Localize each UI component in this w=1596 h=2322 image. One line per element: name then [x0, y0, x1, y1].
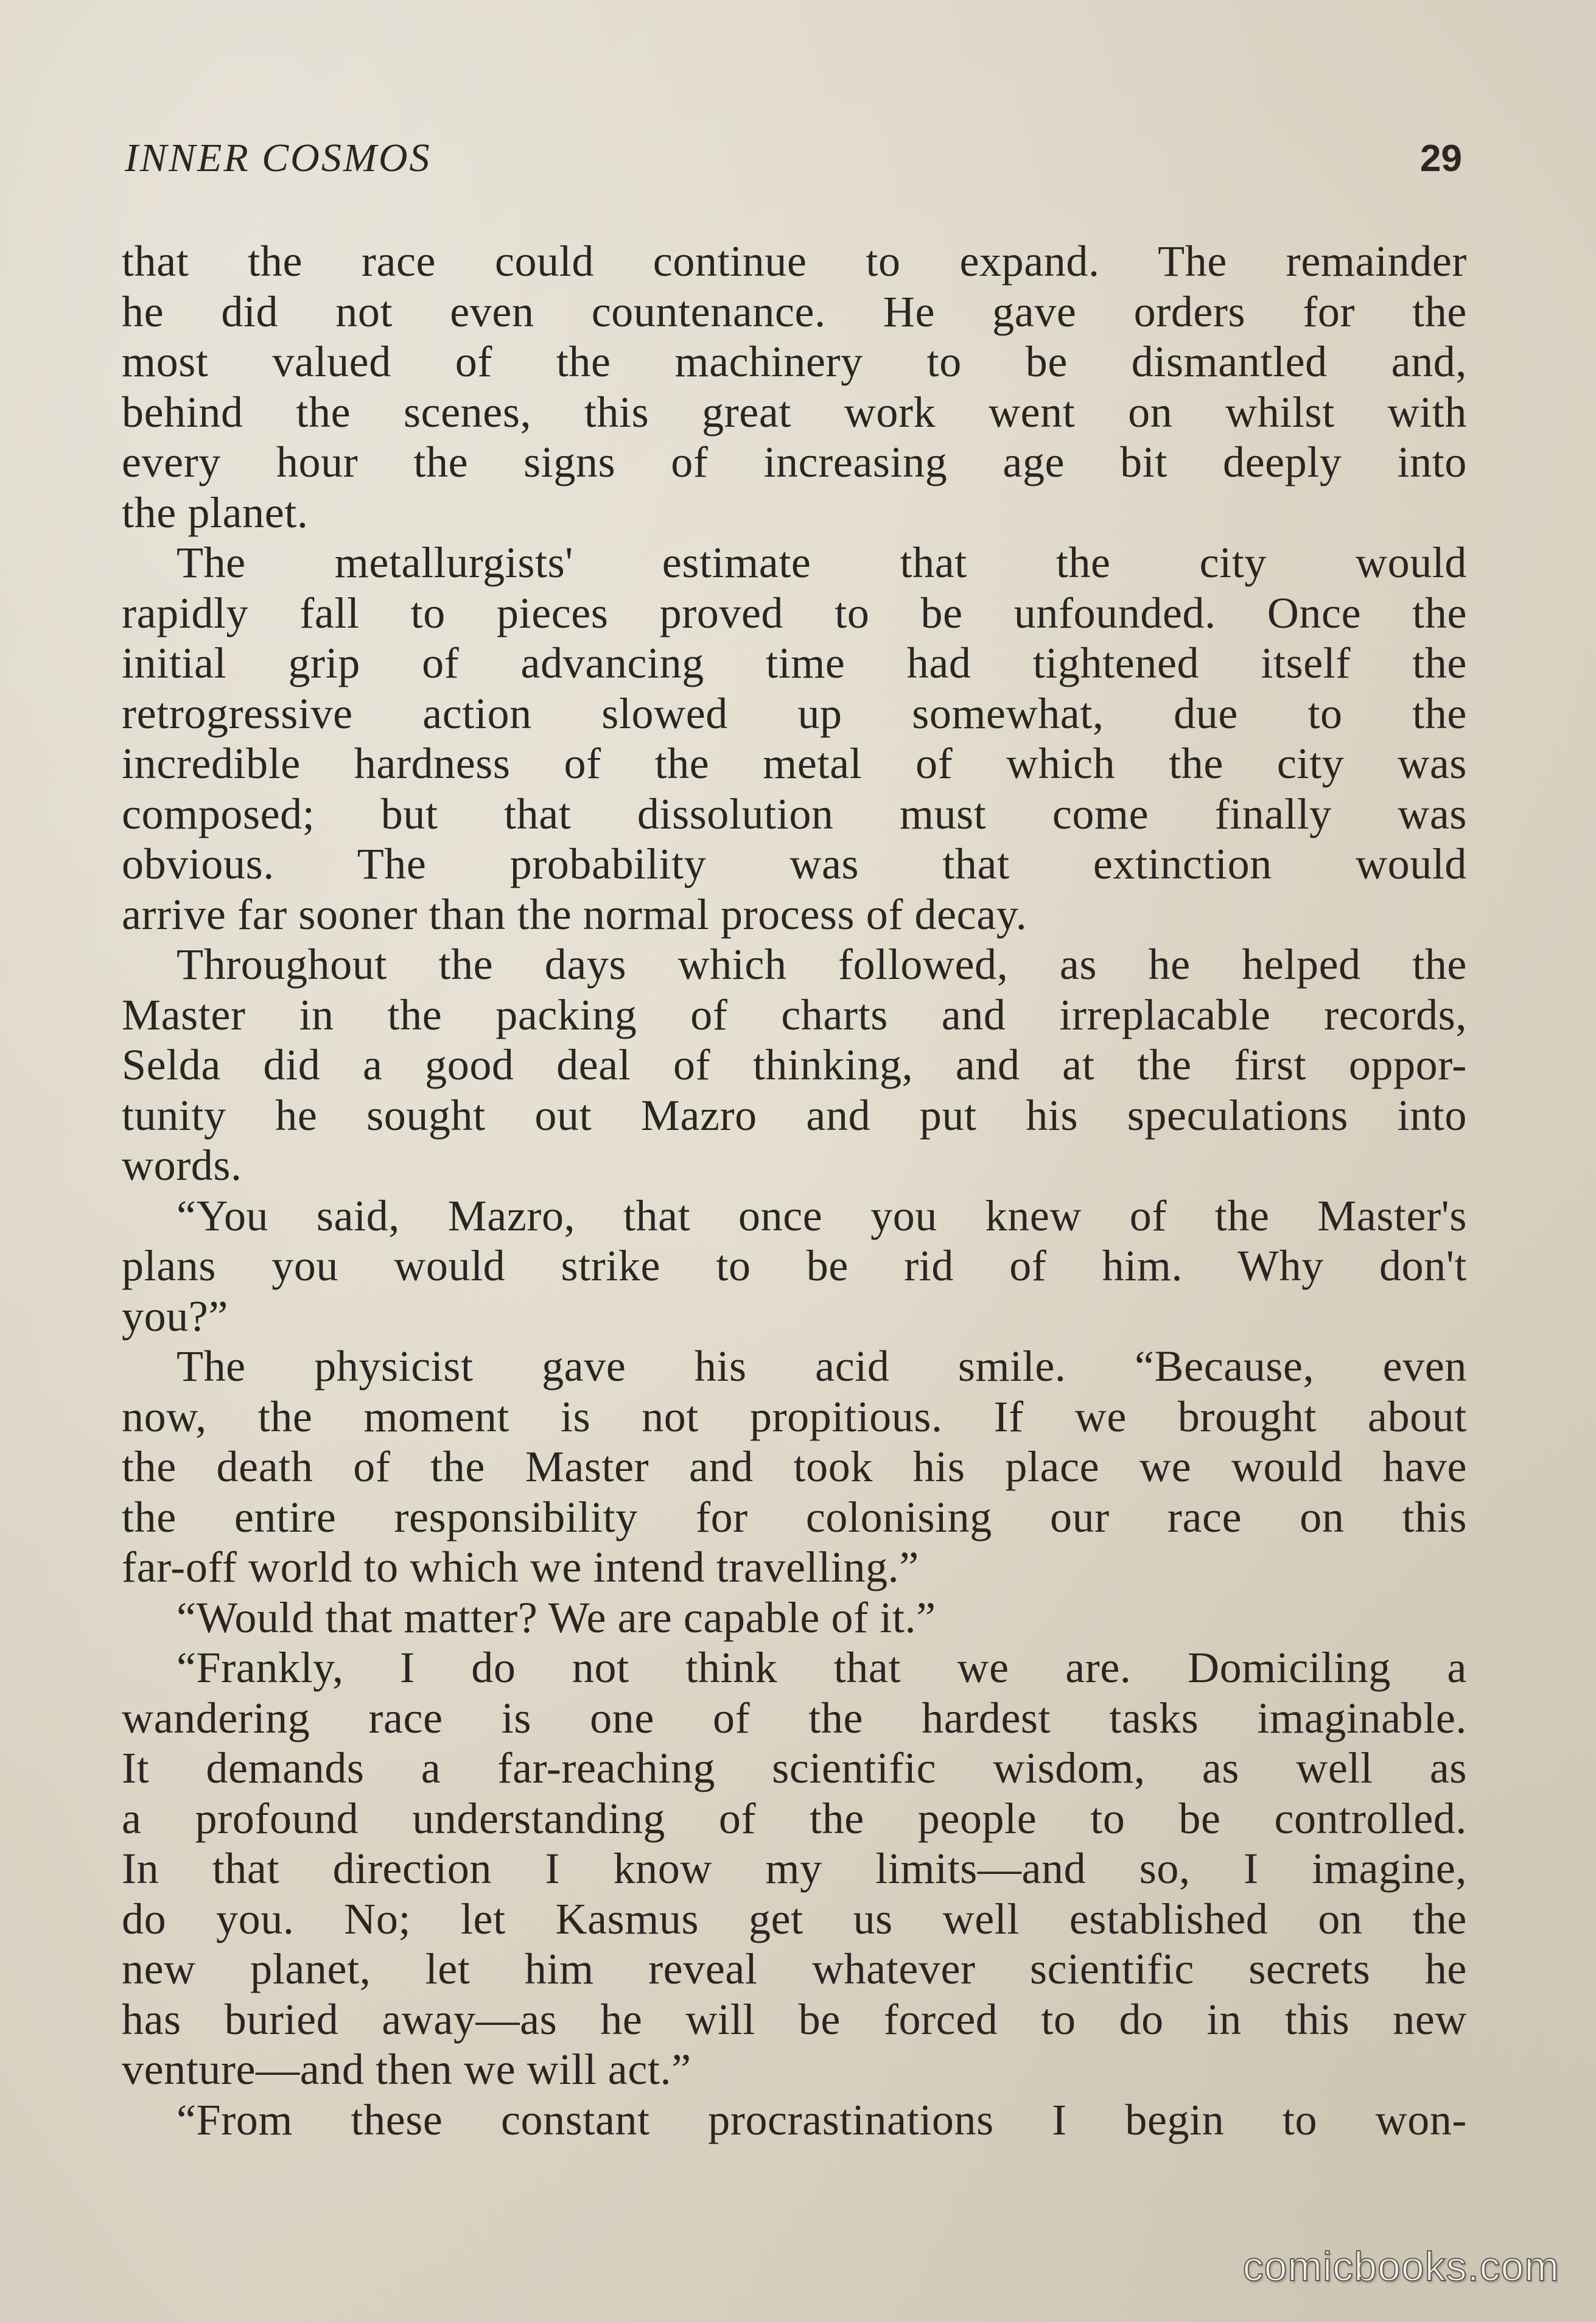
text-line: behind the scenes, this great work went on whilst with — [122, 387, 1467, 437]
text-line: “Frankly, I do not think that we are. Domiciling a — [177, 1643, 1467, 1692]
text-line: a profound understanding of the people to be controlled. — [122, 1794, 1467, 1843]
page-number: 29 — [1420, 138, 1462, 180]
text-line: wandering race is one of the hardest tasks imaginable. — [122, 1693, 1467, 1742]
text-line: words. — [122, 1141, 242, 1190]
text-line: the planet. — [122, 488, 309, 537]
running-head — [125, 135, 1462, 196]
text-line: he did not even countenance. He gave orders for the — [122, 287, 1467, 336]
text-line: retrogressive action slowed up somewhat, due to the — [122, 689, 1467, 738]
text-line: composed; but that dissolution must come finally was — [122, 789, 1467, 838]
running-title: INNER COSMOS — [125, 136, 432, 180]
text-line: has buried away—as he will be forced to do in this new — [122, 1994, 1467, 2044]
text-line: “Would that matter? We are capable of it.” — [177, 1593, 936, 1642]
text-line: “You said, Mazro, that once you knew of the Master's — [177, 1191, 1467, 1240]
text-line: arrive far sooner than the normal process of decay. — [122, 889, 1027, 939]
text-line: Master in the packing of charts and irreplacable records, — [122, 990, 1467, 1039]
text-line: initial grip of advancing time had tightened itself the — [122, 639, 1467, 687]
text-line: Selda did a good deal of thinking, and at the first oppor- — [122, 1040, 1467, 1089]
text-line: every hour the signs of increasing age bit deeply into — [122, 438, 1467, 486]
text-line: plans you would strike to be rid of him. Why don't — [122, 1241, 1467, 1290]
text-line: The metallurgists' estimate that the city would — [177, 538, 1467, 587]
text-line: venture—and then we will act.” — [122, 2045, 691, 2094]
text-line: you?” — [122, 1291, 228, 1341]
text-line: the entire responsibility for colonising our race on this — [122, 1492, 1467, 1542]
text-line: the death of the Master and took his place we would have — [122, 1442, 1467, 1491]
text-line: new planet, let him reveal whatever scientific secrets he — [122, 1945, 1467, 1993]
watermark: comicbooks.com — [1242, 2243, 1559, 2290]
body-text — [122, 236, 1467, 2145]
text-line: tunity he sought out Mazro and put his speculations into — [122, 1090, 1467, 1140]
text-line: most valued of the machinery to be dismantled and, — [122, 337, 1467, 386]
text-line: It demands a far-reaching scientific wisdom, as well as — [122, 1744, 1467, 1792]
text-line: far-off world to which we intend travelling.” — [122, 1543, 919, 1591]
text-line: incredible hardness of the metal of which the city was — [122, 739, 1467, 788]
text-line: that the race could continue to expand. The remainder — [122, 237, 1467, 286]
text-line: rapidly fall to pieces proved to be unfounded. Once the — [122, 588, 1467, 637]
text-line: Throughout the days which followed, as he helped the — [177, 940, 1467, 989]
text-line: now, the moment is not propitious. If we brought about — [122, 1392, 1467, 1441]
text-line: In that direction I know my limits—and so, I imagine, — [122, 1844, 1467, 1893]
text-line: The physicist gave his acid smile. “Because, even — [177, 1342, 1467, 1391]
text-line: “From these constant procrastinations I begin to won- — [177, 2095, 1467, 2144]
text-line: obvious. The probability was that extinction would — [122, 840, 1467, 888]
text-line: do you. No; let Kasmus get us well established on the — [122, 1894, 1467, 1943]
